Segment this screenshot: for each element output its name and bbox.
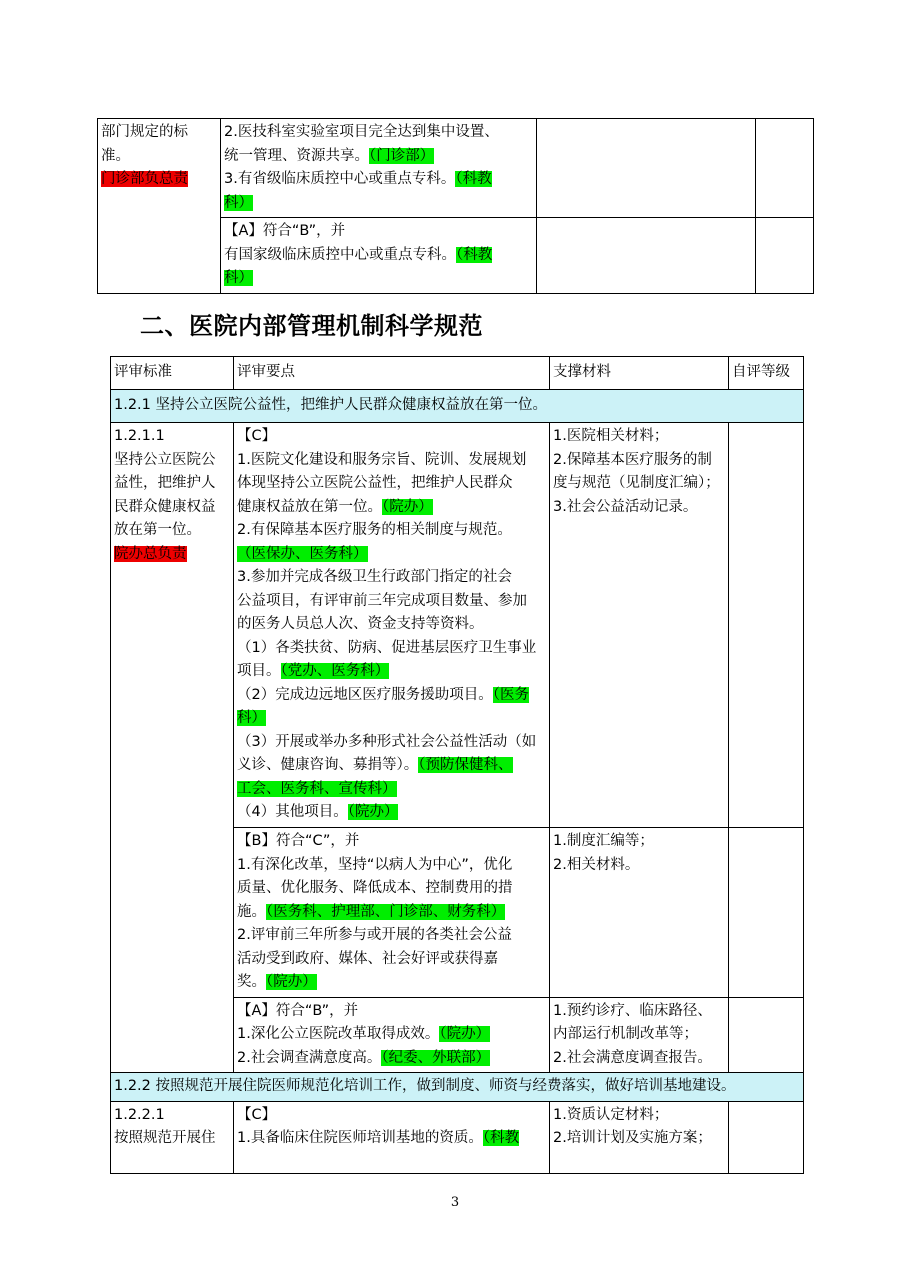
header-standard: 评审标准 — [111, 357, 234, 390]
point-line — [237, 1047, 546, 1071]
point-line — [224, 244, 533, 268]
point-line — [237, 425, 546, 449]
point-line — [237, 496, 546, 520]
section-title: 二、医院内部管理机制科学规范 — [140, 312, 483, 340]
material-line: 内部运行机制改革等； — [553, 1026, 698, 1042]
point-line — [237, 1023, 546, 1047]
point-line — [224, 168, 533, 192]
point-line — [237, 877, 546, 901]
materials-cell-a — [550, 997, 729, 1073]
point-text: 1.有深化改革，坚持“以病人为中心”，优化 — [237, 856, 513, 873]
standard-line: 坚持公立医院公 — [114, 451, 216, 468]
point-text: 的医务人员总人次、资金支持等资料。 — [237, 616, 484, 632]
top-materials-cell — [537, 218, 756, 294]
department-tag: （医务 — [492, 686, 529, 703]
point-line — [237, 854, 546, 878]
standard-line: 放在第一位。 — [114, 522, 201, 538]
section-row-1-2-2: 1.2.2 按照规范开展住院医师规范化培训工作，做到制度、师资与经费落实，做好培训基地建设。 — [111, 1073, 804, 1102]
point-text: 义诊、健康咨询、募捐等）。 — [237, 757, 419, 773]
department-tag: （纪委、外联部） — [381, 1049, 491, 1066]
point-text: 3.参加并完成各级卫生行政部门指定的社会 — [237, 569, 512, 585]
department-tag: 科） — [224, 194, 253, 211]
top-points-cell — [221, 218, 537, 294]
point-line — [237, 754, 546, 778]
department-tag: （科教 — [456, 246, 493, 263]
point-text: （3）开展或举办多种形式社会公益性活动（如 — [237, 733, 537, 750]
department-tag: （院办） — [439, 1026, 491, 1042]
point-line — [224, 145, 533, 169]
grade-cell-d — [729, 1101, 804, 1173]
department-tag: （门诊部） — [369, 147, 435, 164]
material-line: 2.相关材料。 — [553, 856, 640, 873]
material-line: 1.资质认定材料； — [553, 1106, 669, 1123]
points-cell-b — [234, 828, 550, 998]
point-text: 2.有保障基本医疗服务的相关制度与规范。 — [237, 522, 512, 538]
owner-badge: 院办总负责 — [114, 545, 187, 562]
standard-line: 1.2.2.1 — [114, 1106, 165, 1123]
point-line — [237, 901, 546, 925]
point-text: 活动受到政府、媒体、社会好评或获得嘉 — [237, 950, 498, 967]
top-points-cell — [221, 119, 537, 218]
standard-cell-1-2-2-1 — [111, 1101, 234, 1173]
header-materials: 支撑材料 — [550, 357, 729, 390]
standard-line: 按照规范开展住 — [114, 1130, 216, 1146]
point-text: 公益项目，有评审前三年完成项目数量、参加 — [237, 592, 527, 609]
grade-cell-c — [729, 423, 804, 828]
point-line — [237, 948, 546, 972]
point-text: 【A】符合“B”，并 — [224, 223, 346, 239]
points-cell-d — [234, 1101, 550, 1173]
header-points: 评审要点 — [234, 357, 550, 390]
point-text: 2.评审前三年所参与或开展的各类社会公益 — [237, 927, 512, 943]
point-text: 【C】 — [237, 428, 277, 444]
top-standard-line: 部门规定的标 — [101, 124, 188, 140]
point-line — [237, 707, 546, 731]
material-line: 1.制度汇编等； — [553, 833, 654, 849]
point-text: 奖。 — [237, 974, 266, 990]
top-standard-cell — [98, 119, 221, 294]
material-line: 2.保障基本医疗服务的制 — [553, 451, 712, 468]
material-line: 2.培训计划及实施方案； — [553, 1130, 712, 1146]
department-tag: 工会、医务科、宣传科） — [237, 780, 397, 797]
point-text: 2.社会调查满意度高。 — [237, 1049, 382, 1066]
top-materials-cell — [537, 119, 756, 218]
point-line — [237, 590, 546, 614]
point-text: （4）其他项目。 — [237, 804, 348, 820]
department-tag: 科） — [224, 270, 253, 286]
point-line — [237, 1104, 546, 1128]
department-tag: （医保办、医务科） — [237, 545, 368, 562]
standard-line: 1.2.1.1 — [114, 428, 165, 444]
department-tag: （院办） — [266, 974, 317, 990]
point-text: 健康权益放在第一位。 — [237, 498, 382, 515]
point-line — [237, 684, 546, 708]
page-number: 3 — [450, 1195, 460, 1210]
point-line — [237, 613, 546, 637]
department-tag: （医务科、护理部、门诊部、财务科） — [266, 903, 506, 920]
point-text: 1.深化公立医院改革取得成效。 — [237, 1026, 440, 1042]
point-line — [237, 660, 546, 684]
point-line — [237, 830, 546, 854]
point-text: 【C】 — [237, 1106, 277, 1123]
point-line — [237, 971, 546, 995]
point-line — [237, 519, 546, 543]
point-line — [237, 543, 546, 567]
department-tag: （院办） — [382, 498, 433, 515]
grade-cell-b — [729, 828, 804, 998]
point-text: （1）各类扶贫、防病、促进基层医疗卫生事业 — [237, 639, 537, 656]
point-line — [224, 121, 533, 145]
point-text: 体现坚持公立医院公益性，把维护人民群众 — [237, 475, 513, 491]
point-line — [224, 220, 533, 244]
department-tag: （预防保健科、 — [418, 757, 513, 773]
department-tag: （党办、医务科） — [280, 663, 390, 679]
point-text: 1.具备临床住院医师培训基地的资质。 — [237, 1130, 483, 1146]
materials-cell-d — [550, 1101, 729, 1173]
point-line — [237, 1127, 546, 1151]
point-text: （2）完成边远地区医疗服务援助项目。 — [237, 686, 493, 703]
point-text: 【A】符合“B”，并 — [237, 1002, 359, 1019]
points-cell-c — [234, 423, 550, 828]
top-grade-cell — [756, 218, 814, 294]
material-line: 1.预约诊疗、临床路径、 — [553, 1002, 712, 1019]
top-table — [97, 118, 814, 294]
point-text: 3.有省级临床质控中心或重点专科。 — [224, 171, 456, 187]
standard-line: 民群众健康权益 — [114, 498, 216, 515]
department-tag: （院办） — [347, 804, 399, 820]
point-text: 2.医技科室实验室项目完全达到集中设置、 — [224, 124, 499, 140]
point-text: 施。 — [237, 903, 266, 920]
top-standard-line: 准。 — [101, 147, 130, 164]
department-tag: 科） — [237, 710, 266, 726]
department-tag: （科教 — [455, 171, 492, 187]
materials-cell-c — [550, 423, 729, 828]
top-grade-cell — [756, 119, 814, 218]
material-line: 1.医院相关材料； — [553, 428, 669, 444]
standard-line: 益性，把维护人 — [114, 475, 216, 491]
point-line — [224, 267, 533, 291]
point-line — [237, 778, 546, 802]
point-text: 质量、优化服务、降低成本、控制费用的措 — [237, 880, 513, 896]
material-line: 2.社会满意度调查报告。 — [553, 1049, 712, 1066]
material-line: 3.社会公益活动记录。 — [553, 498, 698, 515]
materials-cell-b — [550, 828, 729, 998]
department-tag: （科教 — [482, 1130, 520, 1146]
point-text: 项目。 — [237, 663, 281, 679]
point-text: 有国家级临床质控中心或重点专科。 — [224, 246, 456, 263]
points-cell-a — [234, 997, 550, 1073]
point-text: 统一管理、资源共享。 — [224, 147, 369, 164]
point-line — [237, 637, 546, 661]
standard-cell-1-2-1-1 — [111, 423, 234, 1073]
point-line — [237, 924, 546, 948]
main-table — [110, 356, 804, 1174]
point-line — [237, 566, 546, 590]
material-line: 度与规范（见制度汇编）； — [553, 475, 720, 491]
point-line — [237, 472, 546, 496]
point-line — [237, 449, 546, 473]
point-line — [224, 192, 533, 216]
top-owner-badge: 门诊部负总责 — [101, 171, 188, 187]
point-line — [237, 801, 546, 825]
section-row-1-2-1: 1.2.1 坚持公立医院公益性，把维护人民群众健康权益放在第一位。 — [111, 390, 804, 423]
point-text: 【B】符合“C”，并 — [237, 833, 360, 849]
point-text: 1.医院文化建设和服务宗旨、院训、发展规划 — [237, 451, 527, 468]
header-grade: 自评等级 — [729, 357, 804, 390]
grade-cell-a — [729, 997, 804, 1073]
point-line — [237, 1000, 546, 1024]
point-line — [237, 731, 546, 755]
